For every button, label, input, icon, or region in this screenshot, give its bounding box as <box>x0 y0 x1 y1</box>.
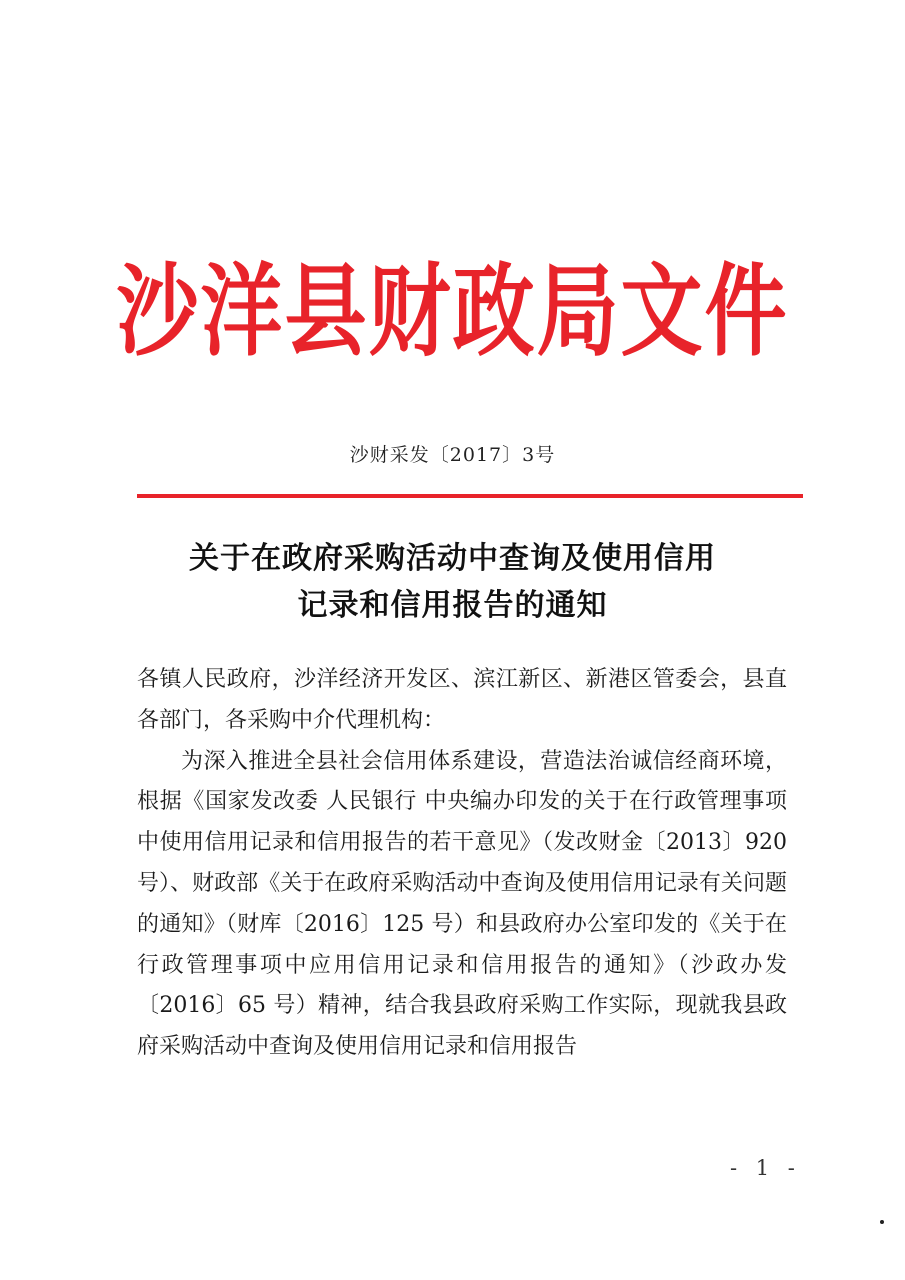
document-title-line-2: 记录和信用报告的通知 <box>297 588 608 623</box>
document-title-line-1: 关于在政府采购活动中查询及使用信用 <box>189 541 716 576</box>
document-masthead: 沙洋县财政局文件 <box>116 253 789 371</box>
document-body <box>137 660 787 1068</box>
red-divider-line <box>137 494 803 498</box>
salutation: 各镇人民政府，沙洋经济开发区、滨江新区、新港区管委会，县直各部门，各采购中介代理机构： <box>137 667 787 733</box>
scan-speck <box>880 1220 884 1224</box>
document-number: 沙财采发〔2017〕3号 <box>349 444 556 466</box>
page-number: - 1 - <box>730 1156 801 1180</box>
body-paragraph: 为深入推进全县社会信用体系建设，营造法治诚信经商环境，根据《国家发改委 人民银行 中央编办印发的关于在行政管理事项中使用信用记录和信用报告的若干意见》（发改财金〔2013〕920 号）、财政部《关于在政府采购活动中查询及使用信用记录有关问题的通知》（财库〔2016〕125 号）和县政府办公室印发的《关于在行政管理事项中应用信用记录和信用报告的通知》（沙政办发〔2016〕65 号）精神，结合我县政府采购工作实际，现就我县政府采购活动中查询及使用信用记录和信用报告 <box>137 748 787 1060</box>
